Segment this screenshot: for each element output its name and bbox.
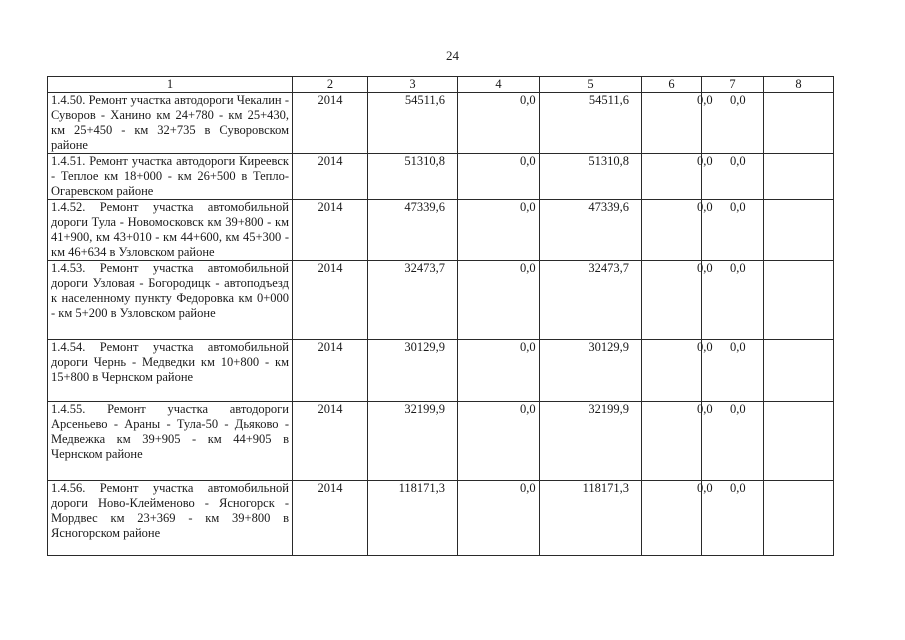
row-name-cell: 1.4.54. Ремонт участка автомобильной дороги Чернь - Медведки км 10+800 - км 15+800 в Чернском районе: [48, 340, 293, 402]
row-col6-cell: 0,0: [642, 340, 702, 402]
row-col4-cell: 0,0: [458, 154, 540, 200]
header-col-5: 5: [540, 77, 642, 93]
row-col8-cell: [764, 93, 834, 154]
row-col6-cell: 0,0: [642, 402, 702, 481]
row-col3-cell: 54511,6: [368, 93, 458, 154]
row-col6-cell: 0,0: [642, 481, 702, 556]
page-number: 24: [446, 48, 459, 63]
row-col8-cell: [764, 154, 834, 200]
row-col6-cell: 0,0: [642, 93, 702, 154]
row-year-cell: 2014: [293, 261, 368, 340]
row-col8-cell: [764, 261, 834, 340]
table-row: [48, 261, 834, 340]
row-col8-cell: [764, 402, 834, 481]
row-col4-cell: 0,0: [458, 261, 540, 340]
row-col3-cell: 118171,3: [368, 481, 458, 556]
row-name-cell: 1.4.55. Ремонт участка автодороги Арсеньево - Араны - Тула-50 - Дьяково - Медвежка км 39+905 - км 44+905 в Чернском районе: [48, 402, 293, 481]
row-col8-cell: [764, 200, 834, 261]
row-year-cell: 2014: [293, 154, 368, 200]
row-year-cell: 2014: [293, 402, 368, 481]
row-col5-cell: 32473,7: [540, 261, 642, 340]
row-col4-cell: 0,0: [458, 340, 540, 402]
row-col8-cell: [764, 481, 834, 556]
row-col7-cell: 0,0: [702, 402, 764, 481]
row-year-cell: 2014: [293, 93, 368, 154]
row-col6-cell: 0,0: [642, 261, 702, 340]
row-name-cell: 1.4.50. Ремонт участка автодороги Чекалин - Суворов - Ханино км 24+780 - км 25+430, км 25+450 - км 32+735 в Суворовском районе: [48, 93, 293, 154]
row-col3-cell: 30129,9: [368, 340, 458, 402]
table-row: [48, 402, 834, 481]
row-name-cell: 1.4.56. Ремонт участка автомобильной дороги Ново-Клейменово - Ясногорск - Мордвес км 23+369 - км 39+800 в Ясногорском районе: [48, 481, 293, 556]
row-col7-cell: 0,0: [702, 200, 764, 261]
row-col3-cell: 51310,8: [368, 154, 458, 200]
row-col7-cell: 0,0: [702, 481, 764, 556]
row-year-cell: 2014: [293, 340, 368, 402]
row-col5-cell: 51310,8: [540, 154, 642, 200]
table-row: [48, 340, 834, 402]
header-col-7: 7: [702, 77, 764, 93]
header-row: [48, 77, 834, 93]
row-col5-cell: 32199,9: [540, 402, 642, 481]
row-year-cell: 2014: [293, 200, 368, 261]
header-col-6: 6: [642, 77, 702, 93]
row-name-cell: 1.4.53. Ремонт участка автомобильной дороги Узловая - Богородицк - автоподъезд к населенному пункту Федоровка км 0+000 - км 5+200 в Узловском районе: [48, 261, 293, 340]
header-col-2: 2: [293, 77, 368, 93]
row-col4-cell: 0,0: [458, 200, 540, 261]
row-col5-cell: 47339,6: [540, 200, 642, 261]
header-col-4: 4: [458, 77, 540, 93]
row-col7-cell: 0,0: [702, 340, 764, 402]
table-row: [48, 481, 834, 556]
table-row: [48, 200, 834, 261]
row-col7-cell: 0,0: [702, 154, 764, 200]
row-name-cell: 1.4.51. Ремонт участка автодороги Киреевск - Теплое км 18+000 - км 26+500 в Тепло-Огаревском районе: [48, 154, 293, 200]
row-col6-cell: 0,0: [642, 200, 702, 261]
row-col3-cell: 32199,9: [368, 402, 458, 481]
row-name-cell: 1.4.52. Ремонт участка автомобильной дороги Тула - Новомосковск км 39+800 - км 41+900, км 43+010 - км 44+600, км 45+300 - км 46+634 в Узловском районе: [48, 200, 293, 261]
row-year-cell: 2014: [293, 481, 368, 556]
row-col3-cell: 32473,7: [368, 261, 458, 340]
row-col5-cell: 30129,9: [540, 340, 642, 402]
table-row: [48, 93, 834, 154]
row-col8-cell: [764, 340, 834, 402]
row-col7-cell: 0,0: [702, 93, 764, 154]
row-col4-cell: 0,0: [458, 93, 540, 154]
header-col-3: 3: [368, 77, 458, 93]
header-col-8: 8: [764, 77, 834, 93]
budget-table: [47, 76, 834, 556]
row-col6-cell: 0,0: [642, 154, 702, 200]
table-row: [48, 154, 834, 200]
row-col5-cell: 118171,3: [540, 481, 642, 556]
row-col4-cell: 0,0: [458, 402, 540, 481]
row-col5-cell: 54511,6: [540, 93, 642, 154]
row-col3-cell: 47339,6: [368, 200, 458, 261]
row-col7-cell: 0,0: [702, 261, 764, 340]
header-col-1: 1: [48, 77, 293, 93]
row-col4-cell: 0,0: [458, 481, 540, 556]
